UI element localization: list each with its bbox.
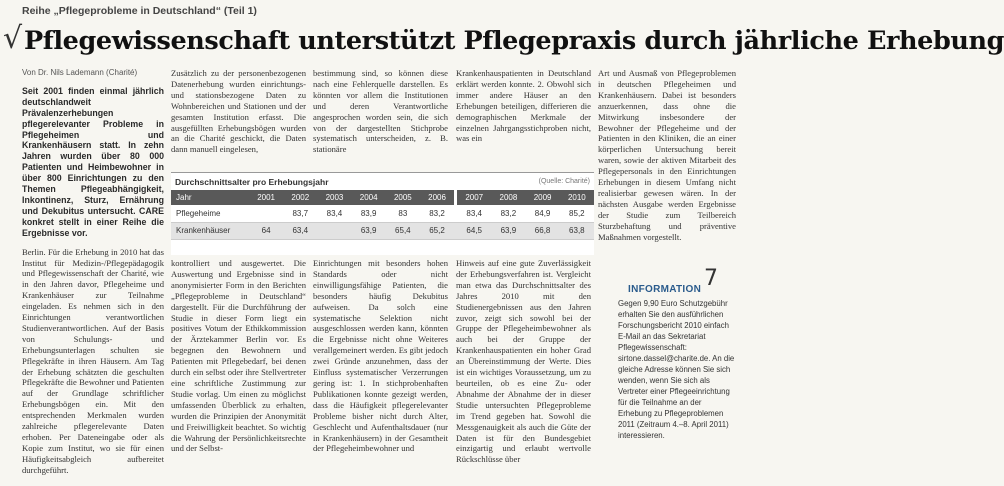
row-label: Krankenhäuser — [171, 222, 249, 239]
column-3-bottom-text: Einrichtungen mit besonders hohen Standards oder nicht einwilligungsfähige Patienten, die besonders häufig Dekubitus aufweisen. Da solch eine systematische Selektion nicht ausgeschlossen werden kann, könnten die Ergebnisse nicht ohne Weiteres verallgemeinert werden. Es gibt jedoch zwei Gründe anzunehmen, dass der Einfluss systematischer Verzerrungen gering ist: 1. In stichprobenhaften Publikationen konnte gezeigt werden, dass die Häufigkeit pflegerelevanter Probleme bisher nicht durch Alter, Geschlecht und Aufenthaltsdauer (nur in Krankenhäusern) in der Gesamtheit der Pflegeheimbewohner und — [313, 258, 448, 454]
table-cell: 84,9 — [526, 205, 560, 222]
table-cell: 63,9 — [352, 222, 386, 239]
series-label: Reihe „Pflegeprobleme in Deutschland“ (Teil 1) — [22, 5, 257, 17]
column-3-bottom — [313, 258, 448, 484]
table-cell: 83 — [386, 205, 420, 222]
column-5 — [598, 68, 736, 278]
column-2-bottom-text: kontrolliert und ausgewertet. Die Auswertung und Ergebnisse sind in anonymisierter Form in den Berichten „Pflegeprobleme in Deutschland“ dargestellt. Für die Durchführung der Studie in dieser Form liegt ein positives Votum der Ethikkommission der Ärztekammer Berlin vor. Es begegnen den Bewohnern und Patienten mit Pflegebedarf, bei denen durch ein selbst oder ihre Stellvertreter eine schriftliche Zustimmung zur Studie vorlag. Um einen zu möglichst umfassenden Überblick zu erhalten, wurden die Prinzipien der Anonymität und Freiwilligkeit beachtet. So wichtig die Wahrung der Persönlichkeitsrechte und der Selbst- — [171, 258, 306, 454]
handwritten-check-mark: √ — [3, 21, 23, 56]
row-label: Pflegeheime — [171, 205, 249, 222]
table-cell: 63,9 — [491, 222, 525, 239]
table-row — [171, 222, 594, 239]
column-2-top-text: Zusätzlich zu der personenbezogenen Datenerhebung wurden einrichtungs- und stationsbezogene Daten zu Wohnbereichen und Stationen und der gesamten Institution erfasst. Die ausgefüllten Erhebungsbögen wurden an die Charité geschickt, die Daten dann manuell eingelesen, — [171, 68, 306, 155]
column-1-body: Berlin. Für die Erhebung in 2010 hat das Institut für Medizin-/Pflegepädagogik und Pflegewissenschaft der Charité, wie in den Jahren davor, Pflegeheime und Krankenhäuser zur Teilnahme eingeladen. Es nehmen sich in den Einrichtungen verantwortlichen Studienverantwortlichen. Auf der Basis von Schulungs- und Erhebungsunterlagen schulten sie Pflegekräfte in ihren Häusern. Am Tag der Erhebung schätzten die geschulten Pflegekräfte die Bewohner und Patienten auf der Grundlage schriftlicher Erhebungsbögen ein. Mit den entsprechenden Merkmalen wurden zahlreiche pflegerelevante Daten erhoben. Per Dateneingabe oder als Kopie zum Institut, wo sie für einen Häufigkeitsabgleich aufbereitet durchgeführt. — [22, 246, 164, 475]
column-1 — [22, 68, 164, 482]
column-3-top-text: bestimmung sind, so können diese nach eine Fehlerquelle darstellen. Es könnten vor allem die Institutionen und deren Verantwortliche angesprochen worden sein, die sich von der dargestellten Stichprobe systematisch unterscheiden, z. B. stationäre — [313, 68, 448, 155]
handwritten-page-marker: 7 — [704, 266, 718, 291]
information-box — [598, 284, 738, 482]
headline: Pflegewissenschaft unterstützt Pflegepraxis durch jährliche Erhebung — [24, 26, 1004, 56]
data-table — [171, 190, 594, 240]
lead-paragraph: Seit 2001 finden einmal jährlich deutschlandweit Prävalenzerhebungen pflegerelevanter Probleme in Pflegeheimen und Krankenhäusern statt. In zehn Jahren wurden über 80 000 Patienten und Heimbewohner in über 800 Einrichtungen zu den Themen Pflegeabhängigkeit, Inkontinenz, Sturz, Ernährung und Dekubitus untersucht. CARE konkret stellt in einer Reihe die Ergebnisse vor. — [22, 85, 164, 238]
table-cell: 66,8 — [526, 222, 560, 239]
header-cell: 2009 — [526, 190, 560, 205]
column-3-top — [313, 68, 448, 170]
header-cell: 2004 — [352, 190, 386, 205]
table-cell: 65,2 — [420, 222, 454, 239]
table-cell: 85,2 — [560, 205, 594, 222]
header-cell: 2006 — [420, 190, 454, 205]
table-cell: 83,2 — [420, 205, 454, 222]
column-5-text: Art und Ausmaß von Pflegeproblemen in deutschen Pflegeheimen und Krankenhäusern. Dabei ist besonders anzuerkennen, dass ohne die Mitwirkung insbesondere der Bewohner der Pflegeheime und der Patienten in den Kliniken, die an einer körperlichen Untersuchung bereit waren, sowie der aktiven Mitarbeit des Pflegepersonals in den Einrichtungen Erhebungen in diesem Umfang nicht realisierbar gewesen wären. In der nächsten Ausgabe werden Ergebnisse der Studie zum Teilbereich Sturzbehaftung und präventive Maßnahmen vorgestellt. — [598, 68, 736, 242]
table-header-row — [171, 190, 594, 205]
table-cell: 83,4 — [457, 205, 491, 222]
column-4-top — [456, 68, 591, 170]
header-cell: Jahr — [171, 190, 249, 205]
table-cell: 63,8 — [560, 222, 594, 239]
average-age-table — [171, 172, 594, 255]
column-2-top — [171, 68, 306, 170]
information-text: Gegen 9,90 Euro Schutzgebühr erhalten Sie den ausführlichen Forschungsbericht 2010 einfach E-Mail an das Sekretariat Pflegewissenschaft: sirtone.dassel@charite.de. An die gleiche Adresse können Sie sich wenden, wenn Sie sich als Vertreter einer Pflegeeinrichtung für die Teilnahme an der Erhebung zu Pflegeproblemen 2011 (Zeitraum 4.–8. April 2011) interessieren. — [618, 299, 735, 440]
table-cell: 65,4 — [386, 222, 420, 239]
header-cell: 2003 — [317, 190, 351, 205]
table-cell: 64,5 — [457, 222, 491, 239]
column-4-bottom — [456, 258, 591, 484]
table-cell: 63,4 — [283, 222, 317, 239]
column-4-top-text: Krankenhauspatienten in Deutschland erklärt werden konnte. 2. Obwohl sich immer andere Häuser an den Erhebungen beteiligen, differieren die demographischen Merkmale der einzelnen Jahrgangsstichproben nicht, was ein — [456, 68, 591, 144]
table-cell — [249, 205, 283, 222]
table-cell: 83,7 — [283, 205, 317, 222]
header-cell: 2007 — [457, 190, 491, 205]
table-row — [171, 205, 594, 222]
table-cell: 83,2 — [491, 205, 525, 222]
table-cell — [317, 222, 351, 239]
header-cell: 2001 — [249, 190, 283, 205]
table-cell: 64 — [249, 222, 283, 239]
table-cell: 83,4 — [317, 205, 351, 222]
information-heading: INFORMATION — [628, 284, 702, 295]
header-cell: 2008 — [491, 190, 525, 205]
table-title: Durchschnittsalter pro Erhebungsjahr — [175, 177, 329, 187]
header-cell: 2010 — [560, 190, 594, 205]
author-line: Von Dr. Nils Lademann (Charité) — [22, 68, 138, 77]
column-2-bottom — [171, 258, 306, 484]
table-source: (Quelle: Charité) — [538, 178, 590, 185]
header-cell: 2002 — [283, 190, 317, 205]
column-4-bottom-text: Hinweis auf eine gute Zuverlässigkeit der Erhebungsverfahren ist. Vergleicht man etwa das Durchschnittsalter des Jahres 2010 mit den Studienergebnissen aus den Jahren zuvor, zeigt sich sowohl bei der Gruppe der Pflegeheimbewohner als auch bei der Gruppe der Krankenhauspatienten ein hoher Grad an Übereinstimmung der Werte. Dies ist ein wichtiges Voraussetzung, um zu beurteilen, ob es eine Zu- oder Abnahme der Abnahme der in dieser Studie untersuchten Pflegeprobleme im Trend gegeben hat. Sowohl die Messgenauigkeit als auch die Güte der Daten ist für den Bundesgebiet einzigartig und erlaubt wertvolle Rückschlüsse über — [456, 258, 591, 465]
header-cell: 2005 — [386, 190, 420, 205]
table-cell: 83,9 — [352, 205, 386, 222]
